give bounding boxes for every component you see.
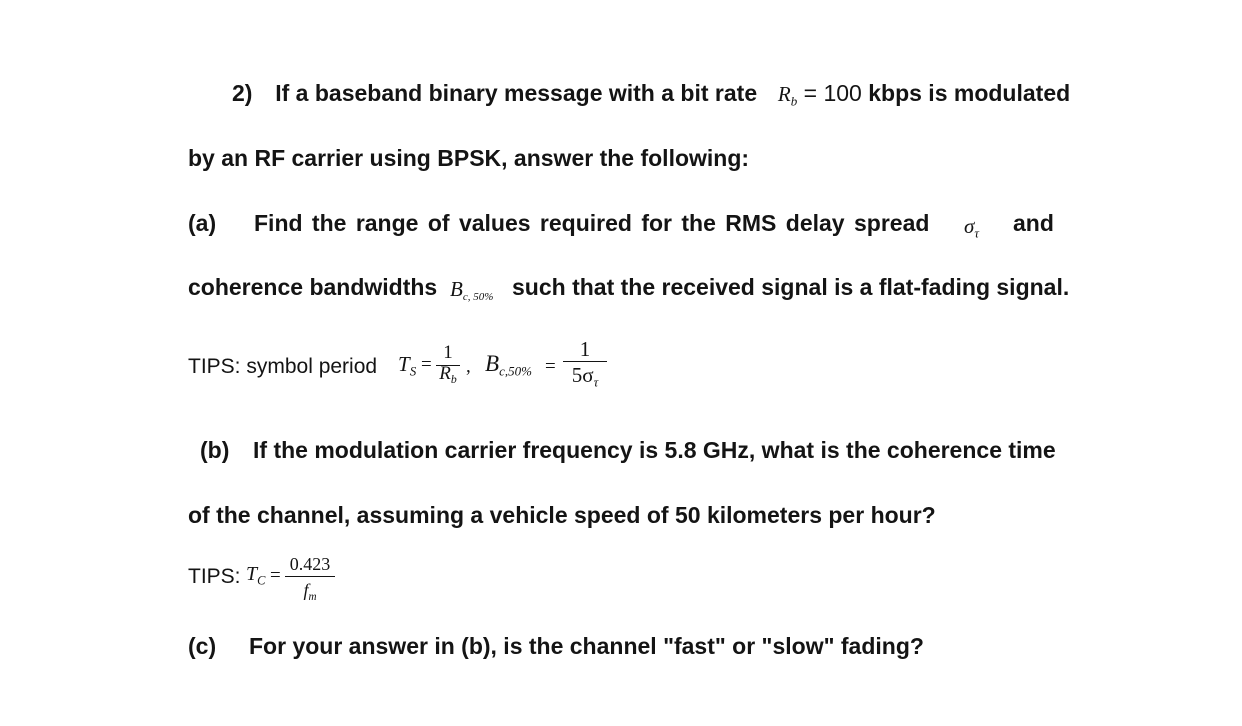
part-b-label: (b)	[200, 437, 230, 463]
and-text: and	[1013, 210, 1054, 236]
tips-b-label	[188, 564, 241, 590]
part-a-label: (a)	[188, 210, 217, 236]
fraction-2-denominator	[563, 363, 607, 390]
tips-b-label-text: TIPS:	[188, 565, 241, 588]
rb-subscript: b	[790, 93, 798, 109]
bc50-symbol	[450, 277, 493, 302]
part-c-label: (c)	[188, 633, 217, 659]
fraction-0423-over-fm	[285, 553, 335, 601]
and-word	[1013, 208, 1054, 238]
part-b-text-1-content: If the modulation carrier frequency is 5.8 GHz, what is the coherence time	[253, 437, 1056, 463]
fraction-3-denominator	[285, 579, 335, 601]
question-2-line-1	[232, 78, 1070, 109]
sigma-tau-symbol	[964, 214, 979, 239]
fraction-one-over-rb	[436, 342, 460, 385]
fm-subscript: m	[308, 590, 317, 603]
fraction-3-bar	[285, 576, 335, 577]
part-a-line-2	[188, 272, 437, 302]
fraction-1-denominator	[436, 363, 460, 385]
sigma-letter: σ	[964, 214, 975, 238]
ts-letter: T	[398, 352, 410, 376]
tc-equals-sign: =	[270, 565, 281, 586]
question-number: 2)	[232, 80, 253, 106]
five-sigma-subscript: τ	[593, 374, 599, 390]
part-c-text-content: For your answer in (b), is the channel "fast" or "slow" fading?	[249, 633, 924, 659]
five-sigma-text: 5σ	[571, 363, 594, 387]
fraction-2-bar	[563, 361, 607, 362]
question-text-2: by an RF carrier using BPSK, answer the following:	[188, 145, 750, 171]
ts-equals	[421, 354, 432, 376]
question-text-1: If a baseband binary message with a bit rate	[275, 80, 758, 106]
part-b-text-1	[253, 435, 1056, 465]
tc-symbol	[246, 563, 265, 586]
bc-subscript: c, 50%	[462, 290, 494, 303]
ts-equals-sign: =	[421, 354, 432, 375]
part-a-line-2-end	[512, 272, 1069, 302]
part-b-line-2	[188, 500, 936, 530]
sigma-subscript: τ	[974, 225, 980, 241]
fraction-one-over-5sigma	[563, 337, 607, 390]
question-text-1-end: kbps is modulated	[868, 80, 1071, 106]
bit-rate-value: = 100	[803, 80, 862, 106]
ts-subscript: S	[409, 363, 417, 379]
part-a-text-2-start: coherence bandwidths	[188, 274, 438, 300]
bc-tips-subscript: c,50%	[499, 363, 532, 379]
part-b-line-1	[200, 435, 229, 465]
part-c-text	[249, 631, 924, 661]
question-2-line-2	[188, 143, 749, 173]
fm-letter: f	[303, 580, 309, 600]
rb-den-subscript: b	[450, 373, 457, 387]
rb-letter: R	[777, 82, 791, 106]
ts-symbol	[398, 352, 416, 377]
bc-letter: B	[450, 277, 463, 301]
tc-equals	[270, 565, 281, 587]
tips-a-label	[188, 354, 377, 380]
fraction-3-numerator: 0.423	[289, 554, 331, 574]
tc-letter: T	[246, 563, 258, 585]
part-a-text-1-content: Find the range of values required for the RMS delay spread	[254, 210, 930, 236]
bit-rate-symbol	[777, 82, 798, 109]
fraction-1-numerator: 1	[443, 342, 453, 363]
bc-tips-letter: B	[485, 351, 500, 376]
bc-equals	[545, 356, 556, 378]
rb-den-letter: R	[439, 363, 451, 384]
part-a-text-1	[254, 208, 929, 238]
tips-a-label-text: TIPS: symbol period	[188, 355, 378, 378]
part-a-text-2-end: such that the received signal is a flat-fading signal.	[512, 274, 1070, 300]
part-c-line	[188, 631, 216, 661]
tips-comma	[466, 356, 471, 378]
tc-subscript: C	[257, 573, 266, 588]
part-a-line-1	[188, 208, 216, 238]
bc-equals-sign: =	[545, 356, 556, 377]
bc50-tips-symbol	[485, 351, 532, 377]
comma-char: ,	[466, 356, 471, 377]
part-b-text-2-content: of the channel, assuming a vehicle speed of 50 kilometers per hour?	[188, 502, 936, 528]
fraction-2-numerator: 1	[579, 337, 591, 361]
